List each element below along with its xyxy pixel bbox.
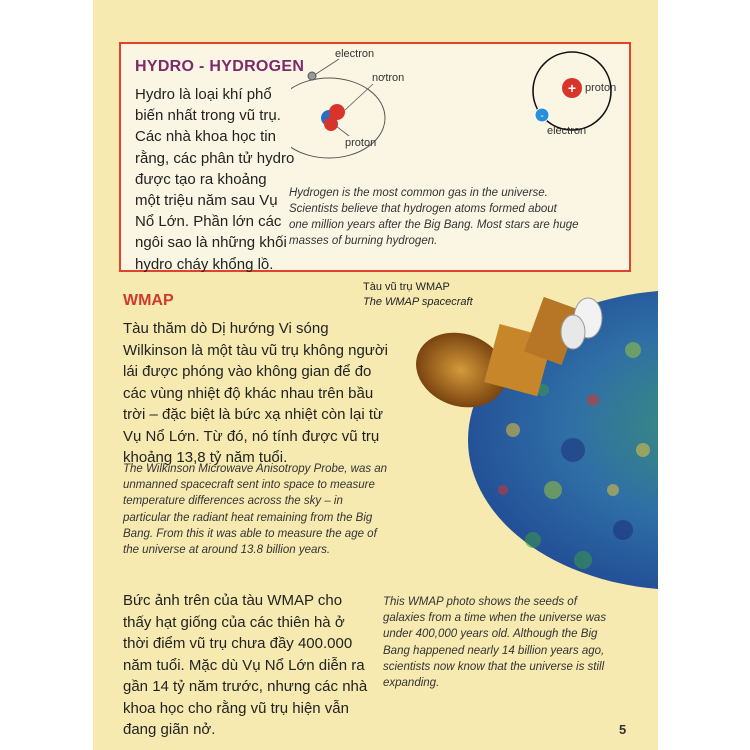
hydrogen-atom-simple-diagram xyxy=(525,44,635,144)
wmap-en-text: The Wilkinson Microwave Anisotropy Probe, was an unmanned spacecraft sent into space to measure temperature differences across the sky – in particular the radiant heat remaining from the Big Bang. From this it was able to measure the age of the universe at around 13.8 billion years. xyxy=(123,463,388,557)
bottom-en-text: This WMAP photo shows the seeds of galaxies from a time when the universe was under 400,000 years old. Although the Big Bang happened nearly 14 billion years ago, scientists now know that the universe is still expanding. xyxy=(383,596,607,690)
hydrogen-en-text: Hydrogen is the most common gas in the universe. Scientists believe that hydrogen atoms formed about one million years after the Big Bang. Most stars are huge masses of burning hydrogen. xyxy=(289,187,579,247)
caption-en: The WMAP spacecraft xyxy=(363,296,473,308)
svg-text:-: - xyxy=(540,111,544,122)
caption-vi: Tàu vũ trụ WMAP xyxy=(363,281,450,293)
hydrogen-atom-diagram xyxy=(291,44,441,182)
neutron-label: nơtron xyxy=(372,72,405,84)
electron-label: electron xyxy=(335,48,375,60)
page-number: 5 xyxy=(619,722,627,737)
spacecraft-caption xyxy=(363,280,473,310)
hydrogen-title: HYDRO - HYDROGEN xyxy=(135,58,305,75)
electron-label: electron xyxy=(547,125,587,137)
electron-particle xyxy=(308,72,316,80)
cmb-sky-map xyxy=(383,290,658,590)
proton-label: proton xyxy=(345,137,377,149)
hydrogen-info-box xyxy=(119,42,631,272)
book-page xyxy=(93,0,658,750)
wmap-title: WMAP xyxy=(123,292,174,309)
proton-label: proton xyxy=(585,82,617,94)
wmap-vi-text: Tàu thăm dò Dị hướng Vi sóng Wilkinson là một tàu vũ trụ không người lái được phóng vào không gian để đo các vùng nhiệt độ khác nhau trên bầu trời – đặc biệt là bức xạ nhiệt còn lại từ Vụ Nổ Lớn. Từ đó, nó tính được vũ trụ khoảng 13,8 tỷ năm tuổi. xyxy=(123,320,388,466)
hydrogen-vi-text: Hydro là loại khí phổ biến nhất trong vũ trụ. Các nhà khoa học tin rằng, các phân tử hydro được tạo ra khoảng một triệu năm sau Vụ Nổ Lớn. Phần lớn các ngôi sao là những khối hydro cháy khổng lồ. xyxy=(135,86,295,273)
plus-icon: + xyxy=(567,80,577,96)
bottom-vi-text: Bức ảnh trên của tàu WMAP cho thấy hạt giống của các thiên hà ở thời điểm vũ trụ chưa đầy 400.000 năm tuổi. Mặc dù Vụ Nổ Lớn diễn ra gần 14 tỷ năm trước, nhưng các nhà khoa học cho rằng vũ trụ hiện vẫn đang giãn nở. xyxy=(123,592,368,738)
